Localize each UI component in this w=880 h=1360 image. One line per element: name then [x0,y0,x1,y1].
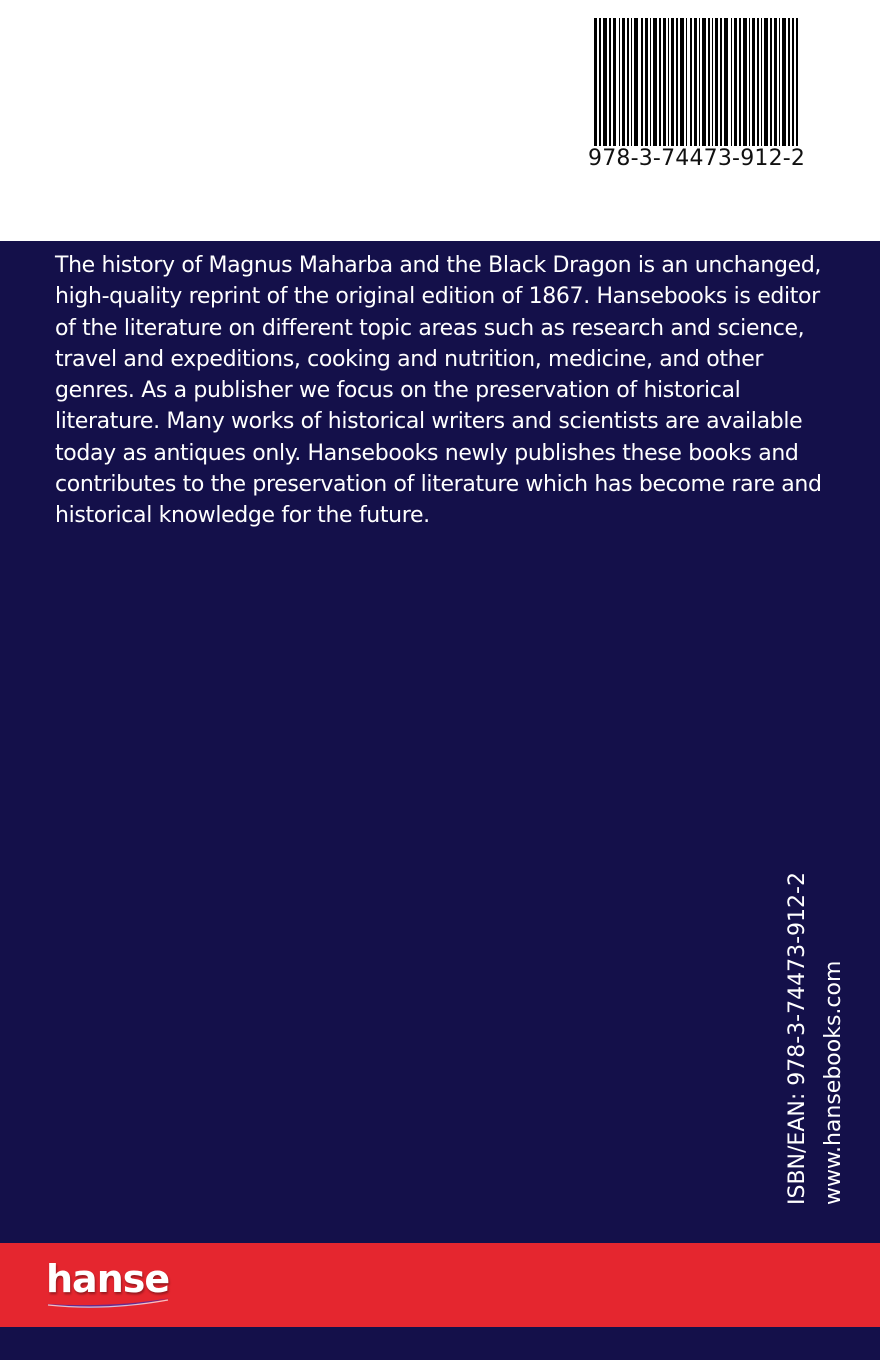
barcode-area [0,0,880,241]
logo-swoosh-icon [44,1294,174,1312]
barcode [588,18,804,178]
spine-info [780,785,860,1205]
barcode-bars [594,18,798,146]
barcode-number: 978-3-74473-912-2 [588,146,806,171]
hanse-logo [44,1256,184,1316]
logo-text: hanse [46,1257,170,1301]
isbn-text: ISBN/EAN: 978-3-74473-912-2 [785,872,810,1205]
description-text: The history of Magnus Maharba and the Black Dragon is an unchanged, high-quality reprint of the original edition of 1867. Hansebooks is editor of the literature on different topic areas such as research and science, travel and expeditions, cooking and nutrition, medicine, and other genres. As a publisher we focus on the preservation of historical literature. Many works of historical writers and scientists are available today as antiques only. Hansebooks newly publishes these books and contributes to the preservation of literature which has become rare and historical knowledge for the future. [55,253,822,529]
website-text: www.hansebooks.com [821,960,846,1205]
